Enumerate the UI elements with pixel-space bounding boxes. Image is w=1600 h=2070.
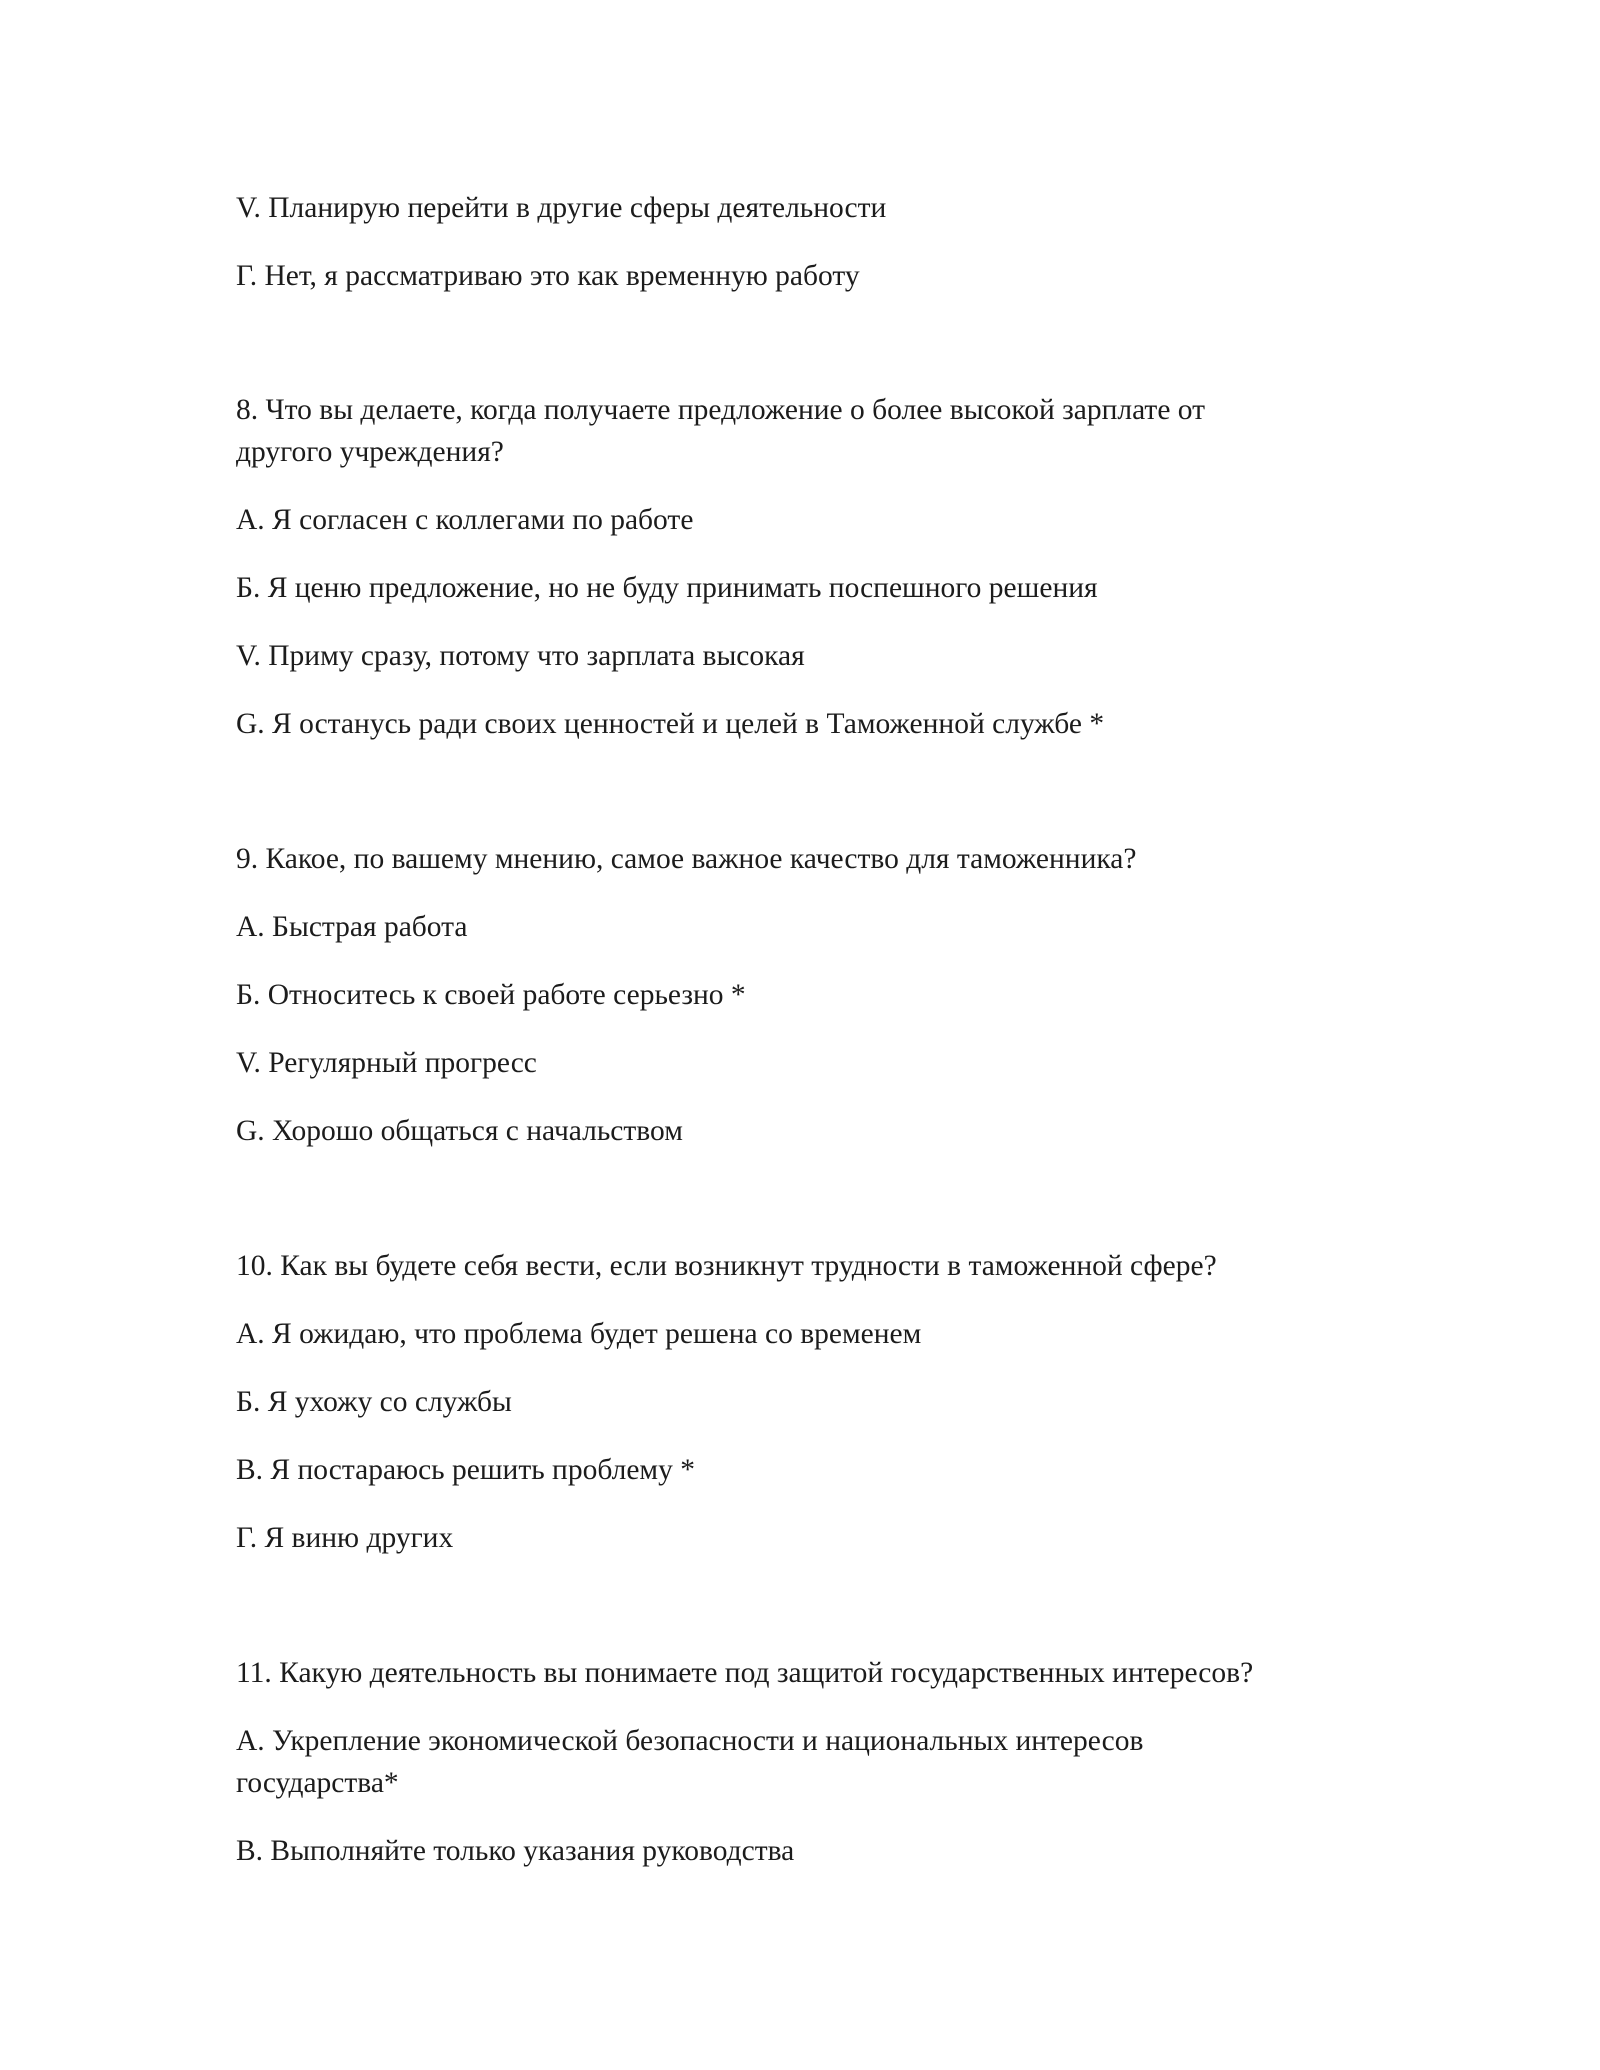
q11-question: 11. Какую деятельность вы понимаете под защитой государственных интересов? <box>236 1657 1254 1689</box>
q9-question: 9. Какое, по вашему мнению, самое важное качество для таможенника? <box>236 843 1137 875</box>
q9-option-a: А. Быстрая работа <box>236 911 468 943</box>
q8-question-line1: 8. Что вы делаете, когда получаете предложение о более высокой зарплате от <box>236 394 1206 426</box>
q9-option-g: G. Хорошо общаться с начальством <box>236 1115 683 1147</box>
q11-option-a-line2: государства* <box>236 1767 399 1799</box>
q8-option-v: V. Приму сразу, потому что зарплата высокая <box>236 640 805 672</box>
q10-option-g: Г. Я виню других <box>236 1522 454 1554</box>
q8-option-g: G. Я останусь ради своих ценностей и целей в Таможенной службе * <box>236 708 1105 740</box>
q10-question: 10. Как вы будете себя вести, если возникнут трудности в таможенной сфере? <box>236 1250 1217 1282</box>
q7-option-g: Г. Нет, я рассматриваю это как временную работу <box>236 260 860 292</box>
q7-option-v: V. Планирую перейти в другие сферы деятельности <box>236 192 887 224</box>
q10-option-v: В. Я постараюсь решить проблему * <box>236 1454 695 1486</box>
q9-option-b: Б. Относитесь к своей работе серьезно * <box>236 979 746 1011</box>
q10-option-b: Б. Я ухожу со службы <box>236 1386 512 1418</box>
q8-option-b: Б. Я ценю предложение, но не буду принимать поспешного решения <box>236 572 1098 604</box>
q10-option-a: А. Я ожидаю, что проблема будет решена со временем <box>236 1318 922 1350</box>
q8-option-a: А. Я согласен с коллегами по работе <box>236 504 694 536</box>
q9-option-v: V. Регулярный прогресс <box>236 1047 537 1079</box>
q11-option-a-line1: А. Укрепление экономической безопасности и национальных интересов <box>236 1725 1144 1757</box>
q8-question-line2: другого учреждения? <box>236 436 504 468</box>
q11-option-v: В. Выполняйте только указания руководства <box>236 1835 795 1867</box>
